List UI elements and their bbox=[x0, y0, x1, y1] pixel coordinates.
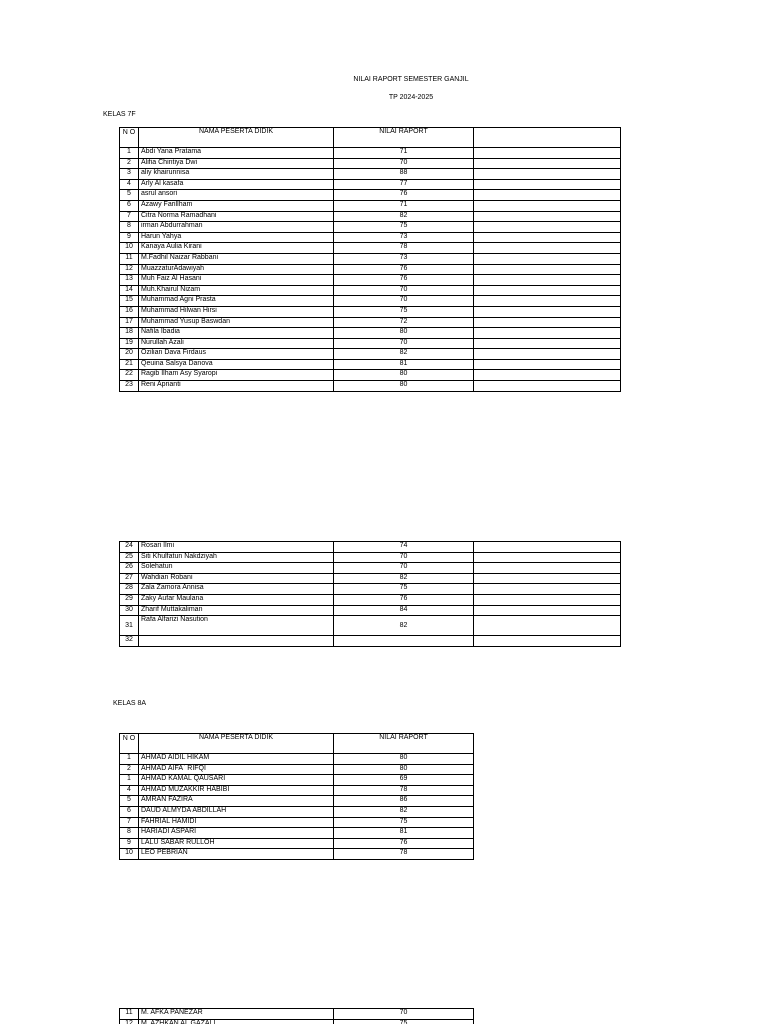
report-score: 76 bbox=[334, 838, 474, 849]
student-name: Muhammad Agni Prasta bbox=[139, 296, 334, 307]
extra-cell bbox=[474, 338, 621, 349]
row-number: 5 bbox=[120, 796, 139, 807]
table-row bbox=[120, 359, 621, 370]
row-number: 2 bbox=[120, 764, 139, 775]
report-score: 75 bbox=[334, 1019, 474, 1024]
table-row bbox=[120, 817, 474, 828]
extra-cell bbox=[474, 232, 621, 243]
row-number: 12 bbox=[120, 264, 139, 275]
row-number: 1 bbox=[120, 148, 139, 159]
extra-cell bbox=[474, 148, 621, 159]
extra-cell bbox=[474, 563, 621, 574]
student-name: M.Fadhil Naizar Rabbani bbox=[139, 253, 334, 264]
table-row bbox=[120, 158, 621, 169]
row-number: 3 bbox=[120, 169, 139, 180]
row-number: 32 bbox=[120, 636, 139, 647]
table-row bbox=[120, 328, 621, 339]
student-name: Zala Zamora Annisa bbox=[139, 584, 334, 595]
header-no: N O bbox=[120, 128, 139, 148]
table-row bbox=[120, 285, 621, 296]
report-score: 70 bbox=[334, 552, 474, 563]
row-number: 26 bbox=[120, 563, 139, 574]
row-number: 27 bbox=[120, 573, 139, 584]
table-row bbox=[120, 148, 621, 159]
extra-cell bbox=[474, 190, 621, 201]
extra-cell bbox=[474, 179, 621, 190]
row-number: 1 bbox=[120, 775, 139, 786]
student-name: Solehatun bbox=[139, 563, 334, 574]
student-name: asrul ansori bbox=[139, 190, 334, 201]
extra-cell bbox=[474, 381, 621, 392]
report-score: 82 bbox=[334, 211, 474, 222]
row-number: 24 bbox=[120, 542, 139, 553]
student-name: Zaky Aufar Maulana bbox=[139, 594, 334, 605]
table-row bbox=[120, 1009, 474, 1020]
table-row bbox=[120, 542, 621, 553]
table-row bbox=[120, 253, 621, 264]
report-score: 73 bbox=[334, 253, 474, 264]
row-number: 29 bbox=[120, 594, 139, 605]
report-score: 80 bbox=[334, 381, 474, 392]
extra-cell bbox=[474, 296, 621, 307]
table-row bbox=[120, 838, 474, 849]
table-row bbox=[120, 594, 621, 605]
student-name: Nafila Ibadia bbox=[139, 328, 334, 339]
report-score: 82 bbox=[334, 806, 474, 817]
student-name: Muhammad Hilwan Hirsi bbox=[139, 306, 334, 317]
table-row bbox=[120, 796, 474, 807]
row-number: 11 bbox=[120, 1009, 139, 1020]
extra-cell bbox=[474, 552, 621, 563]
report-score: 74 bbox=[334, 542, 474, 553]
table-row bbox=[120, 806, 474, 817]
student-name: Qeuina Salsya Danova bbox=[139, 359, 334, 370]
student-name: MuazzaturAdawiyah bbox=[139, 264, 334, 275]
student-name: Ozilian Dava Firdaus bbox=[139, 349, 334, 360]
table-row bbox=[120, 828, 474, 839]
class-8a-table-part2 bbox=[119, 1008, 474, 1024]
student-name: Zharif Muttakaliman bbox=[139, 605, 334, 616]
student-name: DAUD ALMYDA ABDILLAH bbox=[139, 806, 334, 817]
student-name: Arly Al kasafa bbox=[139, 179, 334, 190]
student-name: M. AZHKAN AL GAZALI bbox=[139, 1019, 334, 1024]
row-number: 4 bbox=[120, 179, 139, 190]
student-name: AHMAD AIDIL HIKAM bbox=[139, 754, 334, 765]
table-row bbox=[120, 222, 621, 233]
student-name: Citra Norma Ramadhani bbox=[139, 211, 334, 222]
report-score: 70 bbox=[334, 338, 474, 349]
student-name: HARIADI ASPARI bbox=[139, 828, 334, 839]
row-number: 23 bbox=[120, 381, 139, 392]
table-row bbox=[120, 1019, 474, 1024]
table-row bbox=[120, 775, 474, 786]
header-extra bbox=[474, 128, 621, 148]
row-number: 18 bbox=[120, 328, 139, 339]
table-row bbox=[120, 584, 621, 595]
class-7f-label: KELAS 7F bbox=[103, 111, 136, 118]
row-number: 2 bbox=[120, 158, 139, 169]
table-row bbox=[120, 200, 621, 211]
header-score: NILAI RAPORT bbox=[334, 128, 474, 148]
report-score: 80 bbox=[334, 754, 474, 765]
extra-cell bbox=[474, 349, 621, 360]
row-number: 6 bbox=[120, 806, 139, 817]
report-score: 84 bbox=[334, 605, 474, 616]
table-row bbox=[120, 370, 621, 381]
extra-cell bbox=[474, 285, 621, 296]
extra-cell bbox=[474, 275, 621, 286]
report-score: 82 bbox=[334, 349, 474, 360]
row-number: 21 bbox=[120, 359, 139, 370]
row-number: 11 bbox=[120, 253, 139, 264]
extra-cell bbox=[474, 243, 621, 254]
student-name: aliy khairunnisa bbox=[139, 169, 334, 180]
row-number: 17 bbox=[120, 317, 139, 328]
class-7f-table-part2 bbox=[119, 541, 621, 647]
table-row bbox=[120, 275, 621, 286]
table-row bbox=[120, 338, 621, 349]
row-number: 10 bbox=[120, 849, 139, 860]
school-year: TP 2024-2025 bbox=[388, 94, 434, 101]
student-name: Alifia Chintiya Dwi bbox=[139, 158, 334, 169]
student-name: irman Abdurrahman bbox=[139, 222, 334, 233]
student-name: Nurullah Azali bbox=[139, 338, 334, 349]
row-number: 16 bbox=[120, 306, 139, 317]
table-row bbox=[120, 552, 621, 563]
report-score: 71 bbox=[334, 148, 474, 159]
row-number: 30 bbox=[120, 605, 139, 616]
class-8a-table-part1 bbox=[119, 733, 474, 860]
extra-cell bbox=[474, 359, 621, 370]
report-score: 77 bbox=[334, 179, 474, 190]
page-bottom-clip bbox=[0, 1008, 768, 1024]
table-row bbox=[120, 264, 621, 275]
table-row bbox=[120, 169, 621, 180]
table-row bbox=[120, 381, 621, 392]
class-7f-table-part1 bbox=[119, 127, 621, 392]
student-name: Wahdian Robani bbox=[139, 573, 334, 584]
report-score: 81 bbox=[334, 359, 474, 370]
table-header bbox=[120, 734, 474, 754]
student-name: M. AFKA PANEZAR bbox=[139, 1009, 334, 1020]
extra-cell bbox=[474, 370, 621, 381]
table-row bbox=[120, 764, 474, 775]
row-number: 6 bbox=[120, 200, 139, 211]
row-number: 25 bbox=[120, 552, 139, 563]
report-score: 78 bbox=[334, 849, 474, 860]
report-score: 78 bbox=[334, 243, 474, 254]
table-row bbox=[120, 563, 621, 574]
extra-cell bbox=[474, 222, 621, 233]
row-number: 31 bbox=[120, 616, 139, 636]
header-name: NAMA PESERTA DIDIK bbox=[139, 128, 334, 148]
student-name: Muhammad Yusup Baswdan bbox=[139, 317, 334, 328]
report-score: 75 bbox=[334, 306, 474, 317]
report-score: 86 bbox=[334, 796, 474, 807]
table-row bbox=[120, 849, 474, 860]
report-score: 70 bbox=[334, 296, 474, 307]
row-number: 19 bbox=[120, 338, 139, 349]
extra-cell bbox=[474, 200, 621, 211]
report-score: 82 bbox=[334, 573, 474, 584]
report-score: 75 bbox=[334, 584, 474, 595]
student-name: AHMAD KAMAL QAUSARI bbox=[139, 775, 334, 786]
table-row bbox=[120, 785, 474, 796]
report-score: 70 bbox=[334, 158, 474, 169]
table-row bbox=[120, 349, 621, 360]
row-number: 7 bbox=[120, 211, 139, 222]
student-name: FAHRIAL HAMIDI bbox=[139, 817, 334, 828]
student-name bbox=[139, 636, 334, 647]
student-name: AHMAD MUZAKKIR HABIBI bbox=[139, 785, 334, 796]
row-number: 8 bbox=[120, 222, 139, 233]
extra-cell bbox=[474, 605, 621, 616]
extra-cell bbox=[474, 594, 621, 605]
report-score: 76 bbox=[334, 275, 474, 286]
report-score: 80 bbox=[334, 764, 474, 775]
table-row bbox=[120, 296, 621, 307]
header-no: N O bbox=[120, 734, 139, 754]
table-row bbox=[120, 636, 621, 647]
row-number: 4 bbox=[120, 785, 139, 796]
report-score: 88 bbox=[334, 169, 474, 180]
student-name: Muh Faiz Al Hasani bbox=[139, 275, 334, 286]
table-row bbox=[120, 754, 474, 765]
student-name: Kanaya Aulia Kirani bbox=[139, 243, 334, 254]
report-score: 69 bbox=[334, 775, 474, 786]
table-row bbox=[120, 605, 621, 616]
row-number: 15 bbox=[120, 296, 139, 307]
report-score: 80 bbox=[334, 328, 474, 339]
report-score: 72 bbox=[334, 317, 474, 328]
row-number: 14 bbox=[120, 285, 139, 296]
report-score: 82 bbox=[334, 616, 474, 636]
report-score: 70 bbox=[334, 285, 474, 296]
extra-cell bbox=[474, 158, 621, 169]
extra-cell bbox=[474, 542, 621, 553]
table-row bbox=[120, 211, 621, 222]
row-number: 9 bbox=[120, 838, 139, 849]
extra-cell bbox=[474, 211, 621, 222]
report-score: 76 bbox=[334, 594, 474, 605]
student-name: Reni Aprianti bbox=[139, 381, 334, 392]
table-row bbox=[120, 179, 621, 190]
report-score: 78 bbox=[334, 785, 474, 796]
table-row bbox=[120, 616, 621, 636]
student-name: AHMAD AIFA` RIFQI bbox=[139, 764, 334, 775]
row-number: 7 bbox=[120, 817, 139, 828]
report-score: 81 bbox=[334, 828, 474, 839]
table-row bbox=[120, 190, 621, 201]
report-score: 76 bbox=[334, 264, 474, 275]
header-score: NILAI RAPORT bbox=[334, 734, 474, 754]
student-name: LALU SABAR RULLOH bbox=[139, 838, 334, 849]
extra-cell bbox=[474, 636, 621, 647]
extra-cell bbox=[474, 584, 621, 595]
report-score: 71 bbox=[334, 200, 474, 211]
extra-cell bbox=[474, 616, 621, 636]
report-score: 75 bbox=[334, 222, 474, 233]
report-score: 76 bbox=[334, 190, 474, 201]
row-number: 22 bbox=[120, 370, 139, 381]
report-score: 75 bbox=[334, 817, 474, 828]
student-name: Muh.Khairul Nizam bbox=[139, 285, 334, 296]
student-name: AMRAN FAZIRA bbox=[139, 796, 334, 807]
row-number: 10 bbox=[120, 243, 139, 254]
student-name: Azawy Farillham bbox=[139, 200, 334, 211]
table-row bbox=[120, 317, 621, 328]
extra-cell bbox=[474, 317, 621, 328]
extra-cell bbox=[474, 264, 621, 275]
header-name: NAMA PESERTA DIDIK bbox=[139, 734, 334, 754]
student-name: Rafa Alfarizi Nasution bbox=[139, 616, 334, 636]
row-number: 9 bbox=[120, 232, 139, 243]
table-header bbox=[120, 128, 621, 148]
student-name: Ragib Ilham Asy Syaropi bbox=[139, 370, 334, 381]
table-row bbox=[120, 243, 621, 254]
table-row bbox=[120, 232, 621, 243]
student-name: Harun Yahya bbox=[139, 232, 334, 243]
extra-cell bbox=[474, 328, 621, 339]
extra-cell bbox=[474, 169, 621, 180]
report-score: 80 bbox=[334, 370, 474, 381]
report-score bbox=[334, 636, 474, 647]
student-name: LEO PEBRIAN bbox=[139, 849, 334, 860]
extra-cell bbox=[474, 573, 621, 584]
extra-cell bbox=[474, 306, 621, 317]
row-number: 1 bbox=[120, 754, 139, 765]
class-8a-label: KELAS 8A bbox=[113, 700, 147, 707]
row-number: 28 bbox=[120, 584, 139, 595]
row-number: 20 bbox=[120, 349, 139, 360]
row-number: 5 bbox=[120, 190, 139, 201]
report-score: 70 bbox=[334, 563, 474, 574]
page-title: NILAI RAPORT SEMESTER GANJIL bbox=[353, 76, 469, 83]
row-number: 8 bbox=[120, 828, 139, 839]
extra-cell bbox=[474, 253, 621, 264]
student-name: Abdi Yana Pratama bbox=[139, 148, 334, 159]
report-score: 73 bbox=[334, 232, 474, 243]
student-name: Rosari Ilmi bbox=[139, 542, 334, 553]
row-number: 13 bbox=[120, 275, 139, 286]
table-row bbox=[120, 306, 621, 317]
row-number: 12 bbox=[120, 1019, 139, 1024]
report-score: 70 bbox=[334, 1009, 474, 1020]
student-name: Siti Khulfatun Nakdziyah bbox=[139, 552, 334, 563]
table-row bbox=[120, 573, 621, 584]
